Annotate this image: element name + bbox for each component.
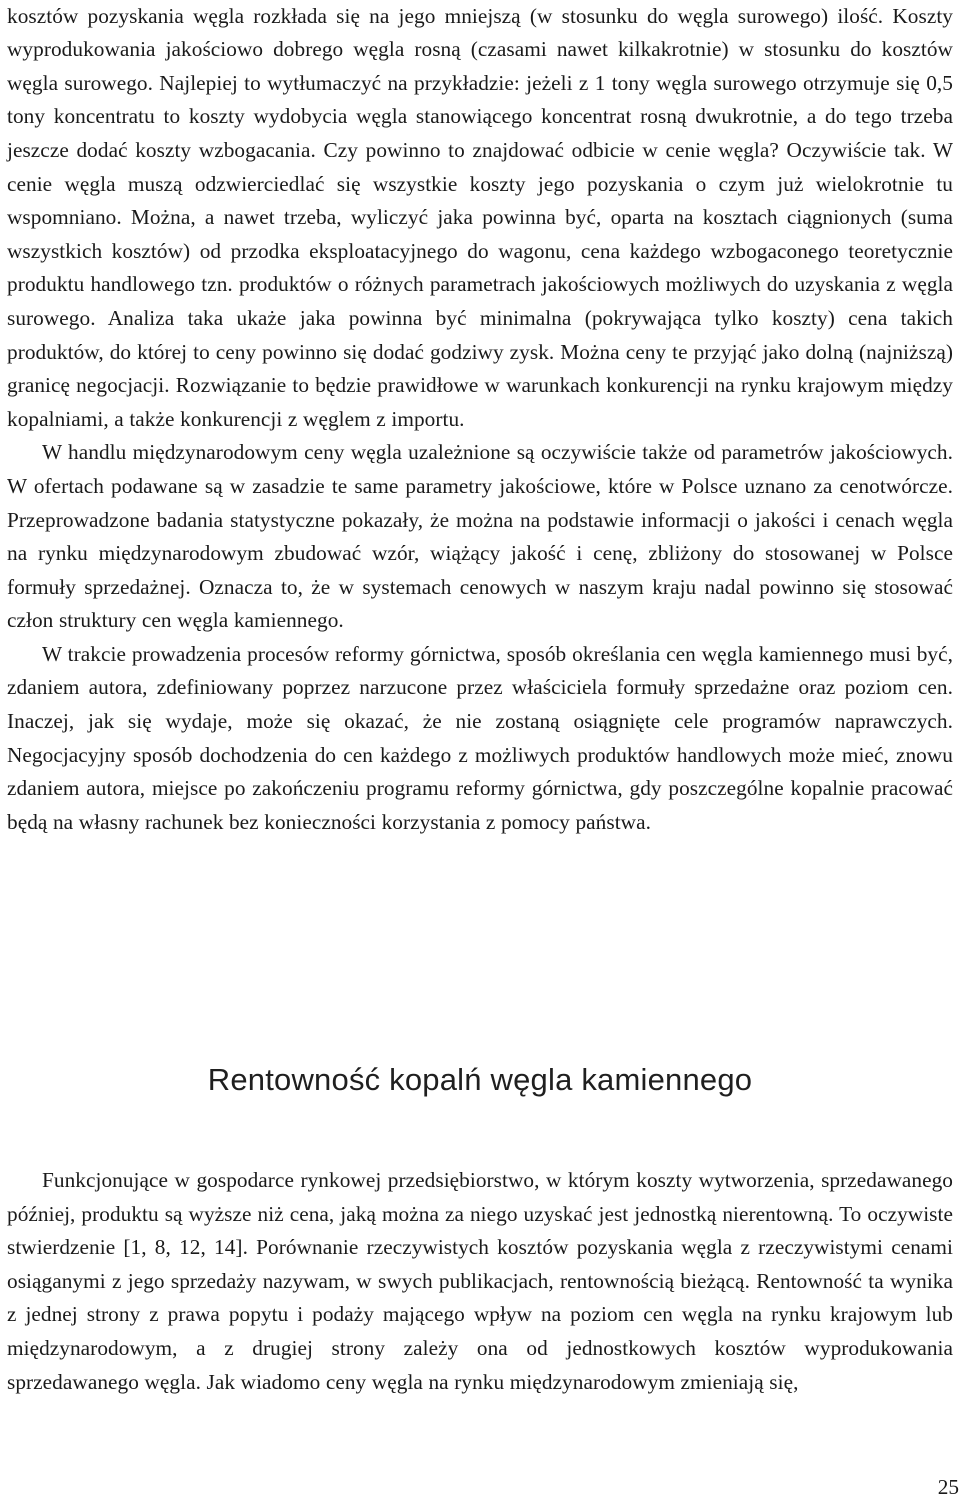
paragraph-profitability: Funkcjonujące w gospodarce rynkowej przedsiębiorstwo, w którym koszty wytworzenia, sprzedawanego później, produktu są wyższe niż cena, jaką można za niego uzyskać jest jednostką nierentowną. To oczywiste stwierdzenie [1, 8, 12, 14]. Porównanie rzeczywistych kosztów pozyskania węgla z rzeczywistymi cenami osiąganymi z jego sprzedaży nazywam, w swych publikacjach, rentownością bieżącą. Rentowność ta wynika z jednej strony z prawa popytu i podaży mającego wpływ na poziom cen węgla na rynku krajowym lub międzynarodowym, a z drugiej strony zależy ona od jednostkowych kosztów wyprodukowania sprzedawanego węgla. Jak wiadomo ceny węgla na rynku międzynarodowym zmieniają się, <box>7 1168 953 1394</box>
page-number: 25 <box>937 1475 959 1499</box>
paragraph-mining-reform: W trakcie prowadzenia procesów reformy górnictwa, sposób określania cen węgla kamiennego musi być, zdaniem autora, zdefiniowany poprzez narzucone przez właściciela formuły sprzedażne oraz poziom cen. Inaczej, jak się wydaje, może się okazać, że nie zostaną osiągnięte cele programów naprawczych. Negocjacyjny sposób dochodzenia do cen każdego z możliwych produktów handlowych może mieć, znowu zdaniem autora, miejsce po zakończeniu programu reformy górnictwa, gdy poszczególne kopalnie pracować będą na własny rachunek bez konieczności korzystania z pomocy państwa. <box>7 641 953 834</box>
paragraph-continued: kosztów pozyskania węgla rozkłada się na jego mniejszą (w stosunku do węgla surowego) ilość. Koszty wyprodukowania jakościowo dobrego węgla rosną (czasami nawet kilkakrotnie) w stosunku do kosztów węgla surowego. Najlepiej to wytłumaczyć na przykładzie: jeżeli z 1 tony węgla surowego otrzymuje się 0,5 tony koncentratu to koszty wydobycia węgla stanowiącego koncentrat rosną dwukrotnie, a do tego trzeba jeszcze dodać koszty wzbogacania. Czy powinno to znajdować odbicie w cenie węgla? Oczywiście tak. W cenie węgla muszą odzwierciedlać się wszystkie koszty jego pozyskania o czym już wielokrotnie tu wspomniano. Można, a nawet trzeba, wyliczyć jaka powinna być, oparta na kosztach ciągnionych (suma wszystkich kosztów) od przodka eksploatacyjnego do wagonu, cena każdego wzbogaconego teoretycznie produktu handlowego tzn. produktów o różnych parametrach jakościowych możliwych do uzyskania z węgla surowego. Analiza taka ukaże jaka powinna być minimalna (pokrywająca tylko koszty) cena takich produktów, do której to ceny powinno się dodać godziwy zysk. Można ceny te przyjąć jako dolną (najniższą) granicę negocjacji. Rozwiązanie to będzie prawidłowe w warunkach konkurencji na rynku krajowym między kopalniami, a także konkurencji z węglem z importu. <box>7 3 953 431</box>
text-block-after-heading <box>7 1164 953 1399</box>
paragraph-international-trade: W handlu międzynarodowym ceny węgla uzależnione są oczywiście także od parametrów jakościowych. W ofertach podawane są w zasadzie te same parametry jakościowe, które w Polsce uznano za cenotwórcze. Przeprowadzone badania statystyczne pokazały, że można na podstawie informacji o jakości i cenach węgla na rynku międzynarodowym zbudować wzór, wiążący jakość i cenę, zbliżony do stosowanej w Polsce formuły sprzedażnej. Oznacza to, że w systemach cenowych w naszym kraju nadal powinno się stosować człon struktury cen węgla kamiennego. <box>7 440 953 633</box>
section-heading: Rentowność kopalń węgla kamiennego <box>207 1062 753 1097</box>
text-block-before-heading <box>7 0 953 839</box>
